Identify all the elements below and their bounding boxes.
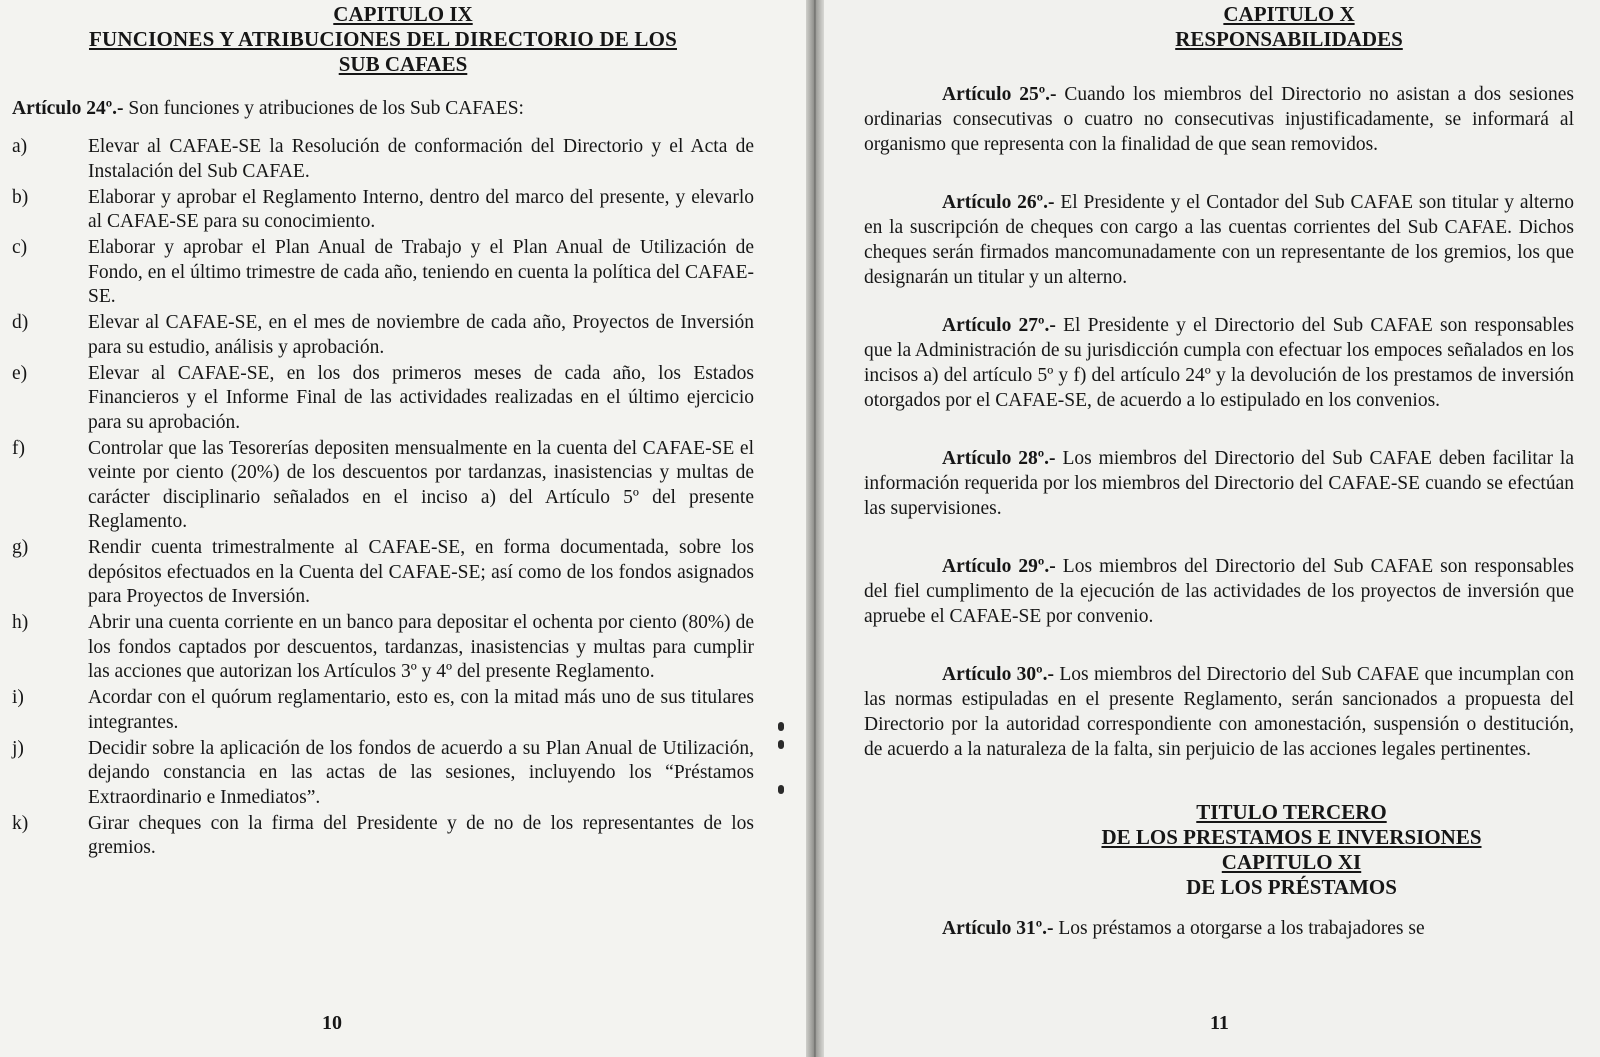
- article-label: Artículo 26º.-: [942, 192, 1055, 213]
- list-item-label: f): [12, 437, 25, 459]
- ink-speck: [778, 722, 784, 731]
- article-label: Artículo 25º.-: [942, 84, 1057, 105]
- article-31: [864, 916, 1574, 941]
- article-26: [864, 190, 1574, 290]
- article-label: Artículo 27º.-: [942, 315, 1056, 336]
- article-28: [864, 446, 1574, 521]
- chapter-xi-title: DE LOS PRÉSTAMOS: [1186, 875, 1397, 899]
- chapter-xi: CAPITULO XI: [1221, 850, 1362, 874]
- list-item-label: a): [12, 136, 28, 157]
- article-text: Los miembros del Directorio del Sub CAFAE que incumplan con las normas estipuladas en el presente Reglamento, serán sancionados a propuesta del Directorio por la autoridad correspondiente con amonestación, suspensión o destitución, de acuerdo a la naturaleza de la falta, sin perjuicio de las acciones legales pertinentes.: [864, 664, 1575, 760]
- article-text: El Presidente y el Contador del Sub CAFAE son titular y alterno en la suscripción de cheques con cargo a las cuentas corrientes del Sub CAFAE. Dichos cheques serán firmados mancomunadamente con un representante de los gremios, los que designarán un titular y un alterno.: [864, 192, 1575, 288]
- article-label: Artículo 30º.-: [942, 664, 1054, 685]
- right-page: [812, 0, 1600, 1057]
- list-item: [12, 236, 754, 310]
- list-item-text: Elevar al CAFAE-SE, en el mes de noviembre de cada año, Proyectos de Inversión para su estudio, análisis y aprobación.: [88, 312, 754, 358]
- list-item-text: Controlar que las Tesorerías depositen mensualmente en la cuenta del CAFAE-SE el veinte por ciento (20%) de los descuentos por tardanzas, inasistencias y multas de carácter disciplinario señalados en el inciso a) del Artículo 5º del presente Reglamento.: [88, 437, 754, 532]
- list-item-label: d): [12, 312, 29, 333]
- article-label: Artículo 29º.-: [942, 556, 1056, 577]
- article-text: Son funciones y atribuciones de los Sub CAFAES:: [123, 98, 524, 119]
- list-item-label: i): [12, 687, 24, 708]
- article-text: Los miembros del Directorio del Sub CAFAE son responsables del fiel cumplimento de la ejecución de las actividades de los proyectos de inversión que apruebe el CAFAE-SE por convenio.: [864, 556, 1574, 627]
- article-text: Los miembros del Directorio del Sub CAFAE deben facilitar la información requerida por los miembros del Directorio del CAFAE-SE cuando se efectúan las supervisiones.: [864, 448, 1574, 519]
- list-item: [12, 186, 754, 235]
- list-item-label: k): [12, 812, 29, 834]
- article-27: [864, 313, 1574, 413]
- list-item: [12, 135, 754, 184]
- article-30: [864, 662, 1574, 762]
- chapter-heading: CAPITULO IX: [333, 2, 473, 26]
- list-item-label: j): [12, 737, 24, 759]
- list-item-text: Elevar al CAFAE-SE, en los dos primeros meses de cada año, los Estados Financieros y el Informe Final de las actividades realizadas en el último ejercicio para su aprobación.: [88, 362, 754, 433]
- article-label: Artículo 31º.-: [942, 918, 1054, 939]
- title-block: [864, 800, 1574, 900]
- article-label: Artículo 24º.-: [12, 98, 124, 119]
- article-label: Artículo 28º.-: [942, 448, 1056, 469]
- article-24-intro: [12, 97, 754, 121]
- function-list: [12, 135, 754, 861]
- chapter-title-line2: SUB CAFAES: [338, 52, 468, 76]
- list-item: [12, 536, 754, 610]
- chapter-title: FUNCIONES Y ATRIBUCIONES DEL DIRECTORIO DE LOS: [88, 27, 677, 51]
- list-item-label: b): [12, 186, 29, 208]
- list-item: [12, 362, 754, 436]
- list-item-text: Girar cheques con la firma del Presidente y de no de los representantes de los gremios.: [88, 812, 754, 858]
- article-25: [864, 82, 1574, 157]
- article-text: Los préstamos a otorgarse a los trabajadores se: [1053, 918, 1425, 939]
- list-item: [12, 737, 754, 811]
- list-item-label: e): [12, 362, 28, 384]
- list-item-label: g): [12, 537, 29, 558]
- list-item-text: Decidir sobre la aplicación de los fondos de acuerdo a su Plan Anual de Utilización, dejando constancia en las actas de las sesiones, incluyendo los “Préstamos Extraordinario e Inmediatos”.: [88, 737, 754, 808]
- article-text: Cuando los miembros del Directorio no asistan a dos sesiones ordinarias consecutivas o cuatro no consecutivas injustificadamente, se informará al organismo que representa con la finalidad de que sean removidos.: [864, 84, 1574, 155]
- title-tercero: TITULO TERCERO: [1196, 800, 1387, 824]
- list-item-text: Elaborar y aprobar el Plan Anual de Trabajo y el Plan Anual de Utilización de Fondo, en el último trimestre de cada año, teniendo en cuenta la política del CAFAE-SE.: [88, 237, 754, 307]
- chapter-title: RESPONSABILIDADES: [1175, 27, 1403, 51]
- list-item: [12, 812, 754, 861]
- title-prestamos: DE LOS PRESTAMOS E INVERSIONES: [1101, 825, 1482, 849]
- ink-speck: [778, 740, 784, 749]
- list-item: [12, 686, 754, 735]
- chapter-heading: CAPITULO X: [1223, 2, 1355, 26]
- list-item-text: Elevar al CAFAE-SE la Resolución de conformación del Directorio y el Acta de Instalación del Sub CAFAE.: [88, 136, 754, 182]
- list-item-text: Rendir cuenta trimestralmente al CAFAE-SE, en forma documentada, sobre los depósitos efectuados en la Cuenta del CAFAE-SE; así como de los fondos asignados para Proyectos de Inversión.: [88, 537, 754, 607]
- list-item-label: h): [12, 612, 29, 633]
- list-item-text: Elaborar y aprobar el Reglamento Interno, dentro del marco del presente, y elevarlo al CAFAE-SE para su conocimiento.: [88, 186, 754, 232]
- list-item: [12, 437, 754, 535]
- book-gutter: [806, 0, 824, 1057]
- article-29: [864, 554, 1574, 629]
- list-item: [12, 311, 754, 360]
- article-text: El Presidente y el Directorio del Sub CAFAE son responsables que la Administración de su jurisdicción cumpla con efectuar los empoces señalados en los incisos a) del artículo 5º y f) del artículo 24º y la devolución de los prestamos de inversión otorgados por el CAFAE-SE, de acuerdo a lo estipulado en los convenios.: [864, 315, 1574, 411]
- list-item: [12, 611, 754, 685]
- ink-speck: [778, 785, 784, 794]
- list-item-label: c): [12, 237, 28, 258]
- page-number: 11: [1210, 1012, 1229, 1034]
- page-number: 10: [322, 1012, 342, 1034]
- list-item-text: Abrir una cuenta corriente en un banco para depositar el ochenta por ciento (80%) de los fondos captados por descuentos, tardanzas, inasistencias y multas para cumplir las acciones que autorizan los Artículos 3º y 4º del presente Reglamento.: [88, 612, 754, 682]
- list-item-text: Acordar con el quórum reglamentario, esto es, con la mitad más uno de sus titulares integrantes.: [88, 687, 754, 733]
